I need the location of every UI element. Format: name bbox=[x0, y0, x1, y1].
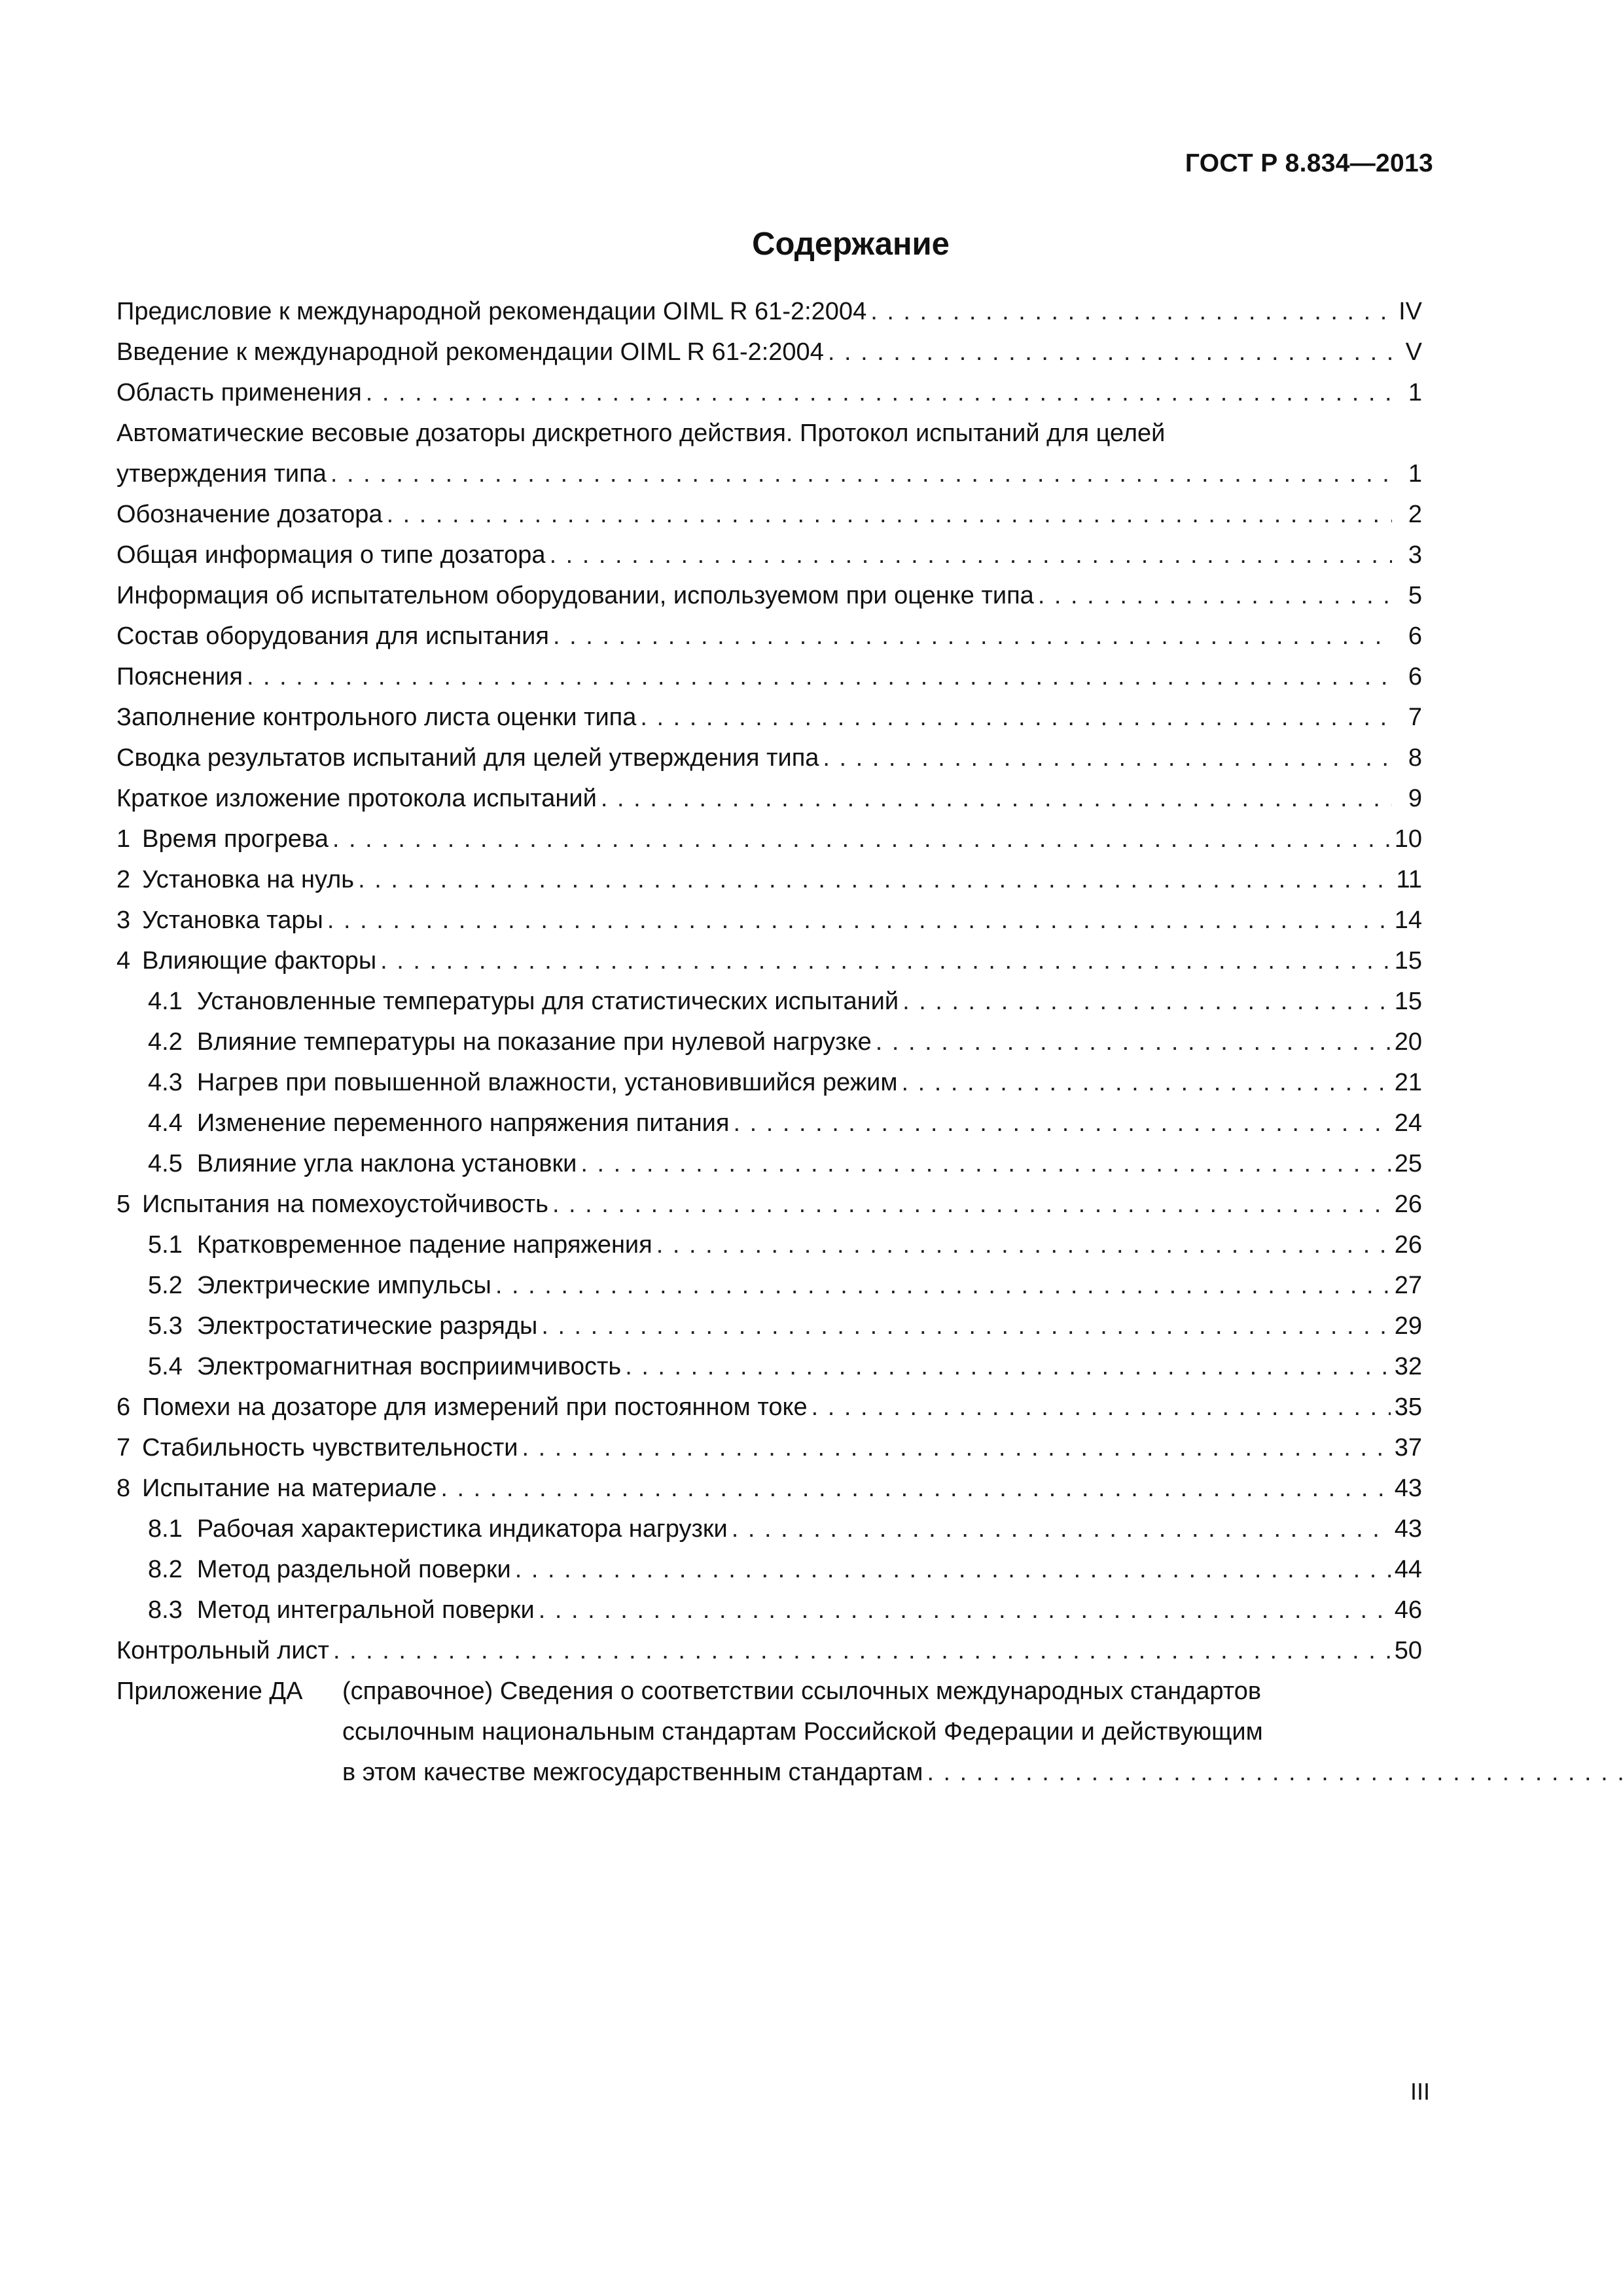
toc-entry-text-group bbox=[116, 819, 329, 859]
toc-entry-page: 1 bbox=[1408, 379, 1422, 406]
toc-entry-title: Рабочая характеристика индикатора нагрузки bbox=[196, 1515, 728, 1543]
toc-entry[interactable] bbox=[116, 1062, 1422, 1103]
toc-entry-page: 46 bbox=[1394, 1596, 1422, 1624]
toc-entry[interactable] bbox=[116, 372, 1422, 413]
toc-entry-title: Предисловие к международной рекомендации OIML R 61-2:2004 bbox=[116, 298, 867, 325]
toc-entry-page: 43 bbox=[1394, 1515, 1422, 1543]
toc-entry[interactable] bbox=[116, 535, 1422, 575]
toc-entry-text-group bbox=[116, 697, 636, 738]
toc-dot-leader bbox=[380, 941, 1391, 981]
toc-dot-leader bbox=[550, 535, 1392, 575]
toc-entry-number: 8 bbox=[116, 1475, 131, 1502]
toc-dot-leader bbox=[1038, 575, 1392, 616]
toc-entry-page: 14 bbox=[1394, 906, 1422, 934]
appendix-label: Приложение ДА bbox=[116, 1677, 303, 1705]
toc-entry-title: Информация об испытательном оборудовании, используемом при оценке типа bbox=[116, 582, 1034, 609]
appendix-line: ссылочным национальным стандартам Российской Федерации и действующим bbox=[342, 1718, 1263, 1746]
toc-entry-page: 37 bbox=[1394, 1434, 1422, 1462]
toc-entry-text-group bbox=[116, 1022, 872, 1062]
page-number: III bbox=[1410, 2078, 1430, 2105]
toc-entry[interactable] bbox=[116, 1509, 1422, 1549]
toc-entry[interactable] bbox=[116, 1590, 1422, 1630]
toc-entry-page: 32 bbox=[1394, 1353, 1422, 1380]
toc-entry[interactable] bbox=[116, 575, 1422, 616]
toc-entry[interactable] bbox=[116, 1103, 1422, 1143]
toc-entry[interactable] bbox=[116, 291, 1422, 332]
toc-entry[interactable] bbox=[116, 1468, 1422, 1509]
toc-entry-page: 43 bbox=[1394, 1475, 1422, 1502]
toc-entry-text-group bbox=[116, 372, 362, 413]
toc-entry-page: 26 bbox=[1394, 1231, 1422, 1259]
toc-entry-title: Влияние угла наклона установки bbox=[196, 1150, 577, 1177]
toc-entry[interactable] bbox=[116, 981, 1422, 1022]
toc-entry[interactable] bbox=[116, 656, 1422, 697]
toc-entry-text-group bbox=[116, 1225, 652, 1265]
toc-dot-leader bbox=[332, 819, 1391, 859]
toc-entry-text-group bbox=[116, 1590, 535, 1630]
toc-entry-title: Кратковременное падение напряжения bbox=[196, 1231, 652, 1259]
toc-entry-title: Область применения bbox=[116, 379, 362, 406]
toc-entry-number: 5.1 bbox=[148, 1231, 183, 1259]
toc-entry-title: Заполнение контрольного листа оценки типа bbox=[116, 704, 637, 731]
toc-entry-page: 10 bbox=[1394, 825, 1422, 853]
toc-entry-page: 25 bbox=[1394, 1150, 1422, 1177]
toc-title: Содержание bbox=[752, 226, 950, 262]
toc-entry-line: Автоматические весовые дозаторы дискретного действия. Протокол испытаний для целей bbox=[116, 420, 1166, 447]
appendix-line-last bbox=[342, 1752, 1623, 1793]
toc-entry-page: 15 bbox=[1394, 947, 1422, 975]
toc-entry[interactable] bbox=[116, 1346, 1422, 1387]
toc-entry-title: Испытания на помехоустойчивость bbox=[142, 1191, 548, 1218]
toc-entry-title: Изменение переменного напряжения питания bbox=[196, 1109, 730, 1137]
toc-dot-leader bbox=[732, 1509, 1391, 1549]
toc-entry-number: 5.2 bbox=[148, 1272, 183, 1299]
toc-entry-text-group bbox=[116, 981, 899, 1022]
toc-dot-leader bbox=[734, 1103, 1391, 1143]
toc-entry[interactable] bbox=[116, 1387, 1422, 1427]
toc-entry-number: 4.1 bbox=[148, 988, 183, 1015]
toc-dot-leader bbox=[539, 1590, 1391, 1630]
toc-entry-number: 4.3 bbox=[148, 1069, 183, 1096]
toc-entry[interactable] bbox=[116, 1022, 1422, 1062]
toc-dot-leader bbox=[823, 738, 1392, 778]
toc-entry-page: 6 bbox=[1408, 663, 1422, 691]
toc-entry-title: Установленные температуры для статистических испытаний bbox=[196, 988, 899, 1015]
toc-entry[interactable] bbox=[116, 1427, 1422, 1468]
toc-entry-number: 5.4 bbox=[148, 1353, 183, 1380]
toc-entry[interactable] bbox=[116, 332, 1422, 372]
toc-entry-title: Нагрев при повышенной влажности, установившийся режим bbox=[196, 1069, 898, 1096]
toc-entry-text-group bbox=[116, 1062, 898, 1103]
toc-entry-number: 2 bbox=[116, 866, 131, 893]
toc-dot-leader bbox=[876, 1022, 1391, 1062]
toc-entry-page: IV bbox=[1399, 298, 1422, 325]
toc-entry[interactable] bbox=[116, 941, 1422, 981]
toc-entry-text-group bbox=[116, 1346, 621, 1387]
toc-entry[interactable] bbox=[116, 1265, 1422, 1306]
toc-entry-text-group bbox=[116, 1184, 548, 1225]
toc-entry-text-group bbox=[116, 1427, 518, 1468]
toc-entry-page: 11 bbox=[1396, 866, 1422, 893]
toc-dot-leader bbox=[902, 981, 1391, 1022]
toc-entry-page: 15 bbox=[1394, 988, 1422, 1015]
toc-entry-text-group bbox=[116, 656, 243, 697]
toc-entry-text-group bbox=[116, 1265, 491, 1306]
toc-entry-number: 1 bbox=[116, 825, 131, 853]
toc-entry[interactable] bbox=[116, 616, 1422, 656]
table-of-contents bbox=[116, 291, 1422, 1793]
document-header-code: ГОСТ Р 8.834—2013 bbox=[1185, 149, 1433, 177]
toc-entry-title: Общая информация о типе дозатора bbox=[116, 541, 546, 569]
toc-entry-text-group bbox=[116, 332, 824, 372]
toc-entry-page: V bbox=[1405, 338, 1422, 366]
toc-entry-title: Помехи на дозаторе для измерений при постоянном токе bbox=[142, 1393, 808, 1421]
toc-dot-leader bbox=[812, 1387, 1391, 1427]
toc-dot-leader bbox=[330, 454, 1392, 494]
toc-entry-page: 3 bbox=[1408, 541, 1422, 569]
toc-entry-text-group bbox=[116, 1468, 437, 1509]
toc-dot-leader bbox=[366, 372, 1392, 413]
toc-entry-page: 50 bbox=[1394, 1637, 1422, 1664]
toc-entry-text-group bbox=[116, 1306, 537, 1346]
toc-entry[interactable] bbox=[116, 819, 1422, 859]
toc-entry-number: 4.4 bbox=[148, 1109, 183, 1137]
toc-entry-page: 20 bbox=[1394, 1028, 1422, 1056]
toc-dot-leader bbox=[522, 1427, 1390, 1468]
toc-entry-number: 5.3 bbox=[148, 1312, 183, 1340]
toc-entry-page: 6 bbox=[1408, 622, 1422, 650]
toc-entry-text-group bbox=[116, 1103, 730, 1143]
toc-entry-page: 29 bbox=[1394, 1312, 1422, 1340]
toc-entry-title: Испытание на материале bbox=[142, 1475, 437, 1502]
toc-entry-title: Сводка результатов испытаний для целей утверждения типа bbox=[116, 744, 819, 772]
toc-entry-title: Электромагнитная восприимчивость bbox=[196, 1353, 622, 1380]
appendix-line: (справочное) Сведения о соответствии ссылочных международных стандартов bbox=[342, 1677, 1262, 1705]
toc-entry-title: Введение к международной рекомендации OIML R 61-2:2004 bbox=[116, 338, 824, 366]
toc-entry-title: Состав оборудования для испытания bbox=[116, 622, 549, 650]
toc-dot-leader bbox=[640, 697, 1392, 738]
toc-entry-text-group bbox=[116, 535, 546, 575]
toc-dot-leader bbox=[495, 1265, 1391, 1306]
toc-entry-text-group bbox=[116, 859, 354, 900]
toc-entry[interactable] bbox=[116, 1184, 1422, 1225]
toc-entry-title: Контрольный лист bbox=[116, 1637, 329, 1664]
toc-entry-title: Установка тары bbox=[142, 906, 323, 934]
toc-entry-text-group bbox=[116, 1509, 728, 1549]
toc-entry[interactable] bbox=[116, 859, 1422, 900]
toc-entry[interactable] bbox=[116, 1143, 1422, 1184]
toc-entry-text-group bbox=[116, 1143, 577, 1184]
toc-dot-leader bbox=[515, 1549, 1391, 1590]
toc-dot-leader bbox=[927, 1752, 1623, 1793]
toc-entry-title: Метод интегральной поверки bbox=[196, 1596, 535, 1624]
toc-entry-number: 8.3 bbox=[148, 1596, 183, 1624]
toc-entry-page: 2 bbox=[1408, 501, 1422, 528]
toc-dot-leader bbox=[387, 494, 1392, 535]
toc-appendix-entry[interactable] bbox=[116, 1671, 1422, 1793]
toc-entry-number: 4.5 bbox=[148, 1150, 183, 1177]
toc-entry[interactable] bbox=[116, 738, 1422, 778]
toc-entry-title: Стабильность чувствительности bbox=[142, 1434, 518, 1462]
toc-entry-text-group bbox=[116, 900, 323, 941]
toc-entry-title: Пояснения bbox=[116, 663, 243, 691]
toc-entry-title: Метод раздельной поверки bbox=[196, 1556, 511, 1583]
toc-dot-leader bbox=[828, 332, 1392, 372]
toc-entry-text-group bbox=[116, 778, 597, 819]
toc-entry-text-group bbox=[116, 494, 383, 535]
toc-entry-title: Установка на нуль bbox=[142, 866, 355, 893]
appendix-body bbox=[342, 1671, 1623, 1793]
toc-entry-title: Влияющие факторы bbox=[142, 947, 377, 975]
toc-dot-leader bbox=[552, 1184, 1391, 1225]
toc-entry[interactable] bbox=[116, 1630, 1422, 1671]
toc-entry-page: 35 bbox=[1394, 1393, 1422, 1421]
toc-dot-leader bbox=[541, 1306, 1390, 1346]
toc-entry[interactable] bbox=[116, 900, 1422, 941]
toc-entry[interactable] bbox=[116, 697, 1422, 738]
toc-entry-title: Краткое изложение протокола испытаний bbox=[116, 785, 597, 812]
toc-entry-title: Время прогрева bbox=[142, 825, 329, 853]
toc-entry-number: 4 bbox=[116, 947, 131, 975]
toc-entry-text-group bbox=[116, 291, 866, 332]
toc-entry-page: 5 bbox=[1408, 582, 1422, 609]
toc-entry[interactable] bbox=[116, 494, 1422, 535]
toc-entry-text-group bbox=[116, 454, 327, 494]
toc-entry-page: 7 bbox=[1408, 704, 1422, 731]
toc-entry[interactable] bbox=[116, 1549, 1422, 1590]
toc-dot-leader bbox=[247, 656, 1392, 697]
toc-dot-leader bbox=[553, 616, 1392, 656]
toc-entry-number: 3 bbox=[116, 906, 131, 934]
toc-entry[interactable] bbox=[116, 454, 1422, 494]
toc-entry-text-group bbox=[116, 616, 549, 656]
toc-entry-number: 8.1 bbox=[148, 1515, 183, 1543]
toc-entry-text-group bbox=[116, 575, 1034, 616]
toc-dot-leader bbox=[870, 291, 1392, 332]
toc-entry-text-group bbox=[116, 941, 376, 981]
toc-dot-leader bbox=[656, 1225, 1391, 1265]
toc-entry-page: 9 bbox=[1408, 785, 1422, 812]
toc-entry-title: утверждения типа bbox=[116, 460, 327, 488]
toc-entry-text-group bbox=[116, 1387, 808, 1427]
toc-entry-title: Влияние температуры на показание при нулевой нагрузке bbox=[196, 1028, 872, 1056]
toc-entry-page: 26 bbox=[1394, 1191, 1422, 1218]
toc-entry[interactable] bbox=[116, 1306, 1422, 1346]
toc-entry-title: Электрические импульсы bbox=[196, 1272, 491, 1299]
toc-dot-leader bbox=[625, 1346, 1391, 1387]
toc-entry-page: 24 bbox=[1394, 1109, 1422, 1137]
toc-entry-title: Электростатические разряды bbox=[196, 1312, 538, 1340]
toc-dot-leader bbox=[358, 859, 1392, 900]
toc-entry-text-group bbox=[116, 738, 819, 778]
toc-dot-leader bbox=[601, 778, 1392, 819]
toc-entry-page: 44 bbox=[1394, 1556, 1422, 1583]
toc-entry-text-group bbox=[116, 1630, 329, 1671]
toc-entry-number: 7 bbox=[116, 1434, 131, 1462]
toc-entry-page: 27 bbox=[1394, 1272, 1422, 1299]
toc-entry-number: 5 bbox=[116, 1191, 131, 1218]
toc-entry-number: 8.2 bbox=[148, 1556, 183, 1583]
toc-dot-leader bbox=[333, 1630, 1391, 1671]
toc-entry-title: Обозначение дозатора bbox=[116, 501, 383, 528]
toc-entry-page: 8 bbox=[1408, 744, 1422, 772]
toc-entry[interactable] bbox=[116, 1225, 1422, 1265]
toc-entry-page: 21 bbox=[1394, 1069, 1422, 1096]
toc-entry-number: 6 bbox=[116, 1393, 131, 1421]
appendix-line: в этом качестве межгосударственным стандартам bbox=[342, 1759, 923, 1786]
toc-dot-leader bbox=[440, 1468, 1390, 1509]
toc-dot-leader bbox=[902, 1062, 1391, 1103]
toc-entry-page: 1 bbox=[1408, 460, 1422, 488]
toc-dot-leader bbox=[327, 900, 1391, 941]
toc-entry-text-group bbox=[116, 1549, 511, 1590]
toc-entry[interactable] bbox=[116, 778, 1422, 819]
toc-entry-number: 4.2 bbox=[148, 1028, 183, 1056]
toc-dot-leader bbox=[580, 1143, 1390, 1184]
